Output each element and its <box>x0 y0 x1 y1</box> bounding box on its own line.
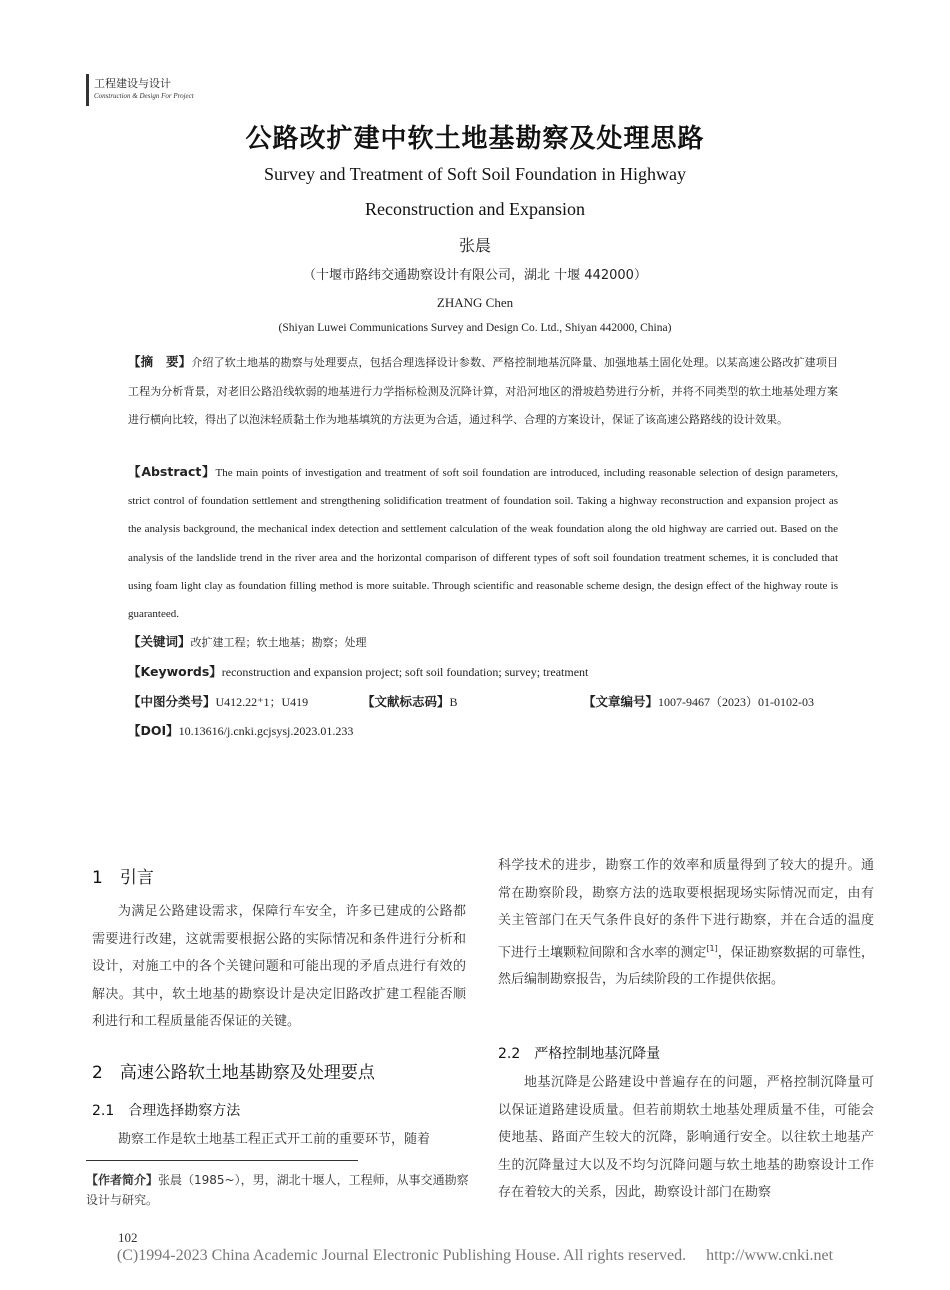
abstract-cn-text: 介绍了软土地基的勘察与处理要点，包括合理选择设计参数、严格控制地基沉降量、加强地基土固化处理。以某高速公路改扩建项目工程为分析背景，对老旧公路沿线软弱的地基进行力学指标检测及沉降计算，对沿河地区的滑坡趋势进行分析，并将不同类型的软土地基处理方案进行横向比较，得出了以泡沫轻质黏土作为地基填筑的方法更为合适，通过科学、合理的方案设计，保证了该高速公路路线的设计效果。 <box>128 356 838 426</box>
abstract-en-label: 【Abstract】 <box>128 464 216 479</box>
clc-label: 【中图分类号】 <box>128 694 216 709</box>
article-number <box>583 692 814 710</box>
section-2-1-heading: 2.1 合理选择勘察方法 <box>92 1103 241 1119</box>
keywords-cn-text: 改扩建工程；软土地基；勘察；处理 <box>190 636 367 649</box>
footnote-text: 张晨（1985~），男，湖北十堰人，工程师，从事交通勘察设计与研究。 <box>86 1173 469 1207</box>
footnote-rule <box>86 1160 358 1161</box>
journal-name-en: Construction & Design For Project <box>94 92 194 100</box>
author-name-en: ZHANG Chen <box>436 295 514 310</box>
document-code <box>362 692 458 710</box>
abstract-cn <box>128 348 838 435</box>
keywords-en <box>128 662 588 680</box>
paper-title-en-line1: Survey and Treatment of Soft Soil Foundation in Highway <box>264 164 686 184</box>
journal-header-bar <box>86 74 89 106</box>
right-paragraph-part-b: ，保证勘察数据的可靠性，然后编制勘察报告，为后续阶段的工作提供依据。 <box>498 944 874 988</box>
article-number-label: 【文章编号】 <box>583 694 659 709</box>
citation-ref[interactable]: [1] <box>706 943 718 953</box>
section-2-1-paragraph: 勘察工作是软土地基工程正式开工前的重要环节，随着 <box>118 1132 431 1147</box>
keywords-en-text: reconstruction and expansion project; soft soil foundation; survey; treatment <box>221 665 589 679</box>
author-name-cn: 张晨 <box>458 236 491 255</box>
right-column-paragraph <box>498 852 874 994</box>
doc-code-label: 【文献标志码】 <box>362 694 450 709</box>
doi-value: 10.13616/j.cnki.gcjsysj.2023.01.233 <box>178 724 354 738</box>
doc-code-value: B <box>449 695 458 709</box>
doi <box>128 721 353 739</box>
keywords-cn-label: 【关键词】 <box>128 634 191 649</box>
copyright-watermark: (C)1994-2023 China Academic Journal Electronic Publishing House. All rights reserved. http://www.cnki.net <box>116 1247 834 1264</box>
clc-number <box>128 692 308 710</box>
keywords-en-label: 【Keywords】 <box>128 664 222 679</box>
author-footnote <box>86 1170 472 1210</box>
page-number: 102 <box>118 1230 138 1245</box>
right-paragraph-part-a: 科学技术的进步，勘察工作的效率和质量得到了较大的提升。通常在勘察阶段，勘察方法的选取要根据现场实际情况而定，由有关主管部门在天气条件良好的条件下进行勘察，并在合适的温度下进行土壤颗粒间隙和含水率的测定 <box>498 858 874 960</box>
paper-title-cn: 公路改扩建中软土地基勘察及处理思路 <box>245 124 705 154</box>
article-number-value: 1007-9467（2023）01-0102-03 <box>658 695 815 709</box>
section-2-heading: 2 高速公路软土地基勘察及处理要点 <box>92 1063 375 1083</box>
author-affiliation-en: (Shiyan Luwei Communications Survey and Design Co. Ltd., Shiyan 442000, China) <box>278 322 672 334</box>
abstract-en-text: The main points of investigation and treatment of soft soil foundation are introduced, including reasonable selection of design parameters, strict control of foundation settlement and strengthening solidification treatment of foundation soil. Taking a highway reconstruction and expansion project as the analysis background, the mechanical index detection and settlement calculation of the weak foundation along the old highway are carried out. Based on the analysis of the landslide trend in the river area and the horizontal comparison of different types of soft soil foundation treatment schemes, it is concluded that using foam light clay as foundation filling method is more suitable. Through scientific and reasonable scheme design, the design effect of the highway route is guaranteed. <box>128 467 838 621</box>
paper-title-en-line2: Reconstruction and Expansion <box>365 199 585 219</box>
author-affiliation-cn: （十堰市路纬交通勘察设计有限公司，湖北 十堰 442000） <box>303 268 647 283</box>
keywords-cn <box>128 632 367 650</box>
abstract-en <box>128 458 838 628</box>
section-1-heading: 1 引言 <box>92 868 154 888</box>
journal-name-cn: 工程建设与设计 <box>94 77 171 90</box>
clc-value: U412.22⁺1；U419 <box>215 695 309 709</box>
footnote-label: 【作者简介】 <box>86 1173 159 1187</box>
section-2-2-heading: 2.2 严格控制地基沉降量 <box>498 1046 661 1062</box>
abstract-cn-label: 【摘 要】 <box>128 354 192 369</box>
doi-label: 【DOI】 <box>128 723 179 738</box>
section-1-paragraph: 为满足公路建设需求，保障行车安全，许多已建成的公路都需要进行改建，这就需要根据公路的实际情况和条件进行分析和设计，对施工中的各个关键问题和可能出现的矛盾点进行有效的解决。其中，软土地基的勘察设计是决定旧路改扩建工程能否顺利进行和工程质量能否保证的关键。 <box>92 904 466 1029</box>
section-2-2-paragraph: 地基沉降是公路建设中普遍存在的问题，严格控制沉降量可以保证道路建设质量。但若前期软土地基处理质量不佳，可能会使地基、路面产生较大的沉降，影响通行安全。以往软土地基产生的沉降量过大以及不均匀沉降问题与软土地基的勘察设计工作存在着较大的关系，因此，勘察设计部门在勘察 <box>498 1075 874 1200</box>
